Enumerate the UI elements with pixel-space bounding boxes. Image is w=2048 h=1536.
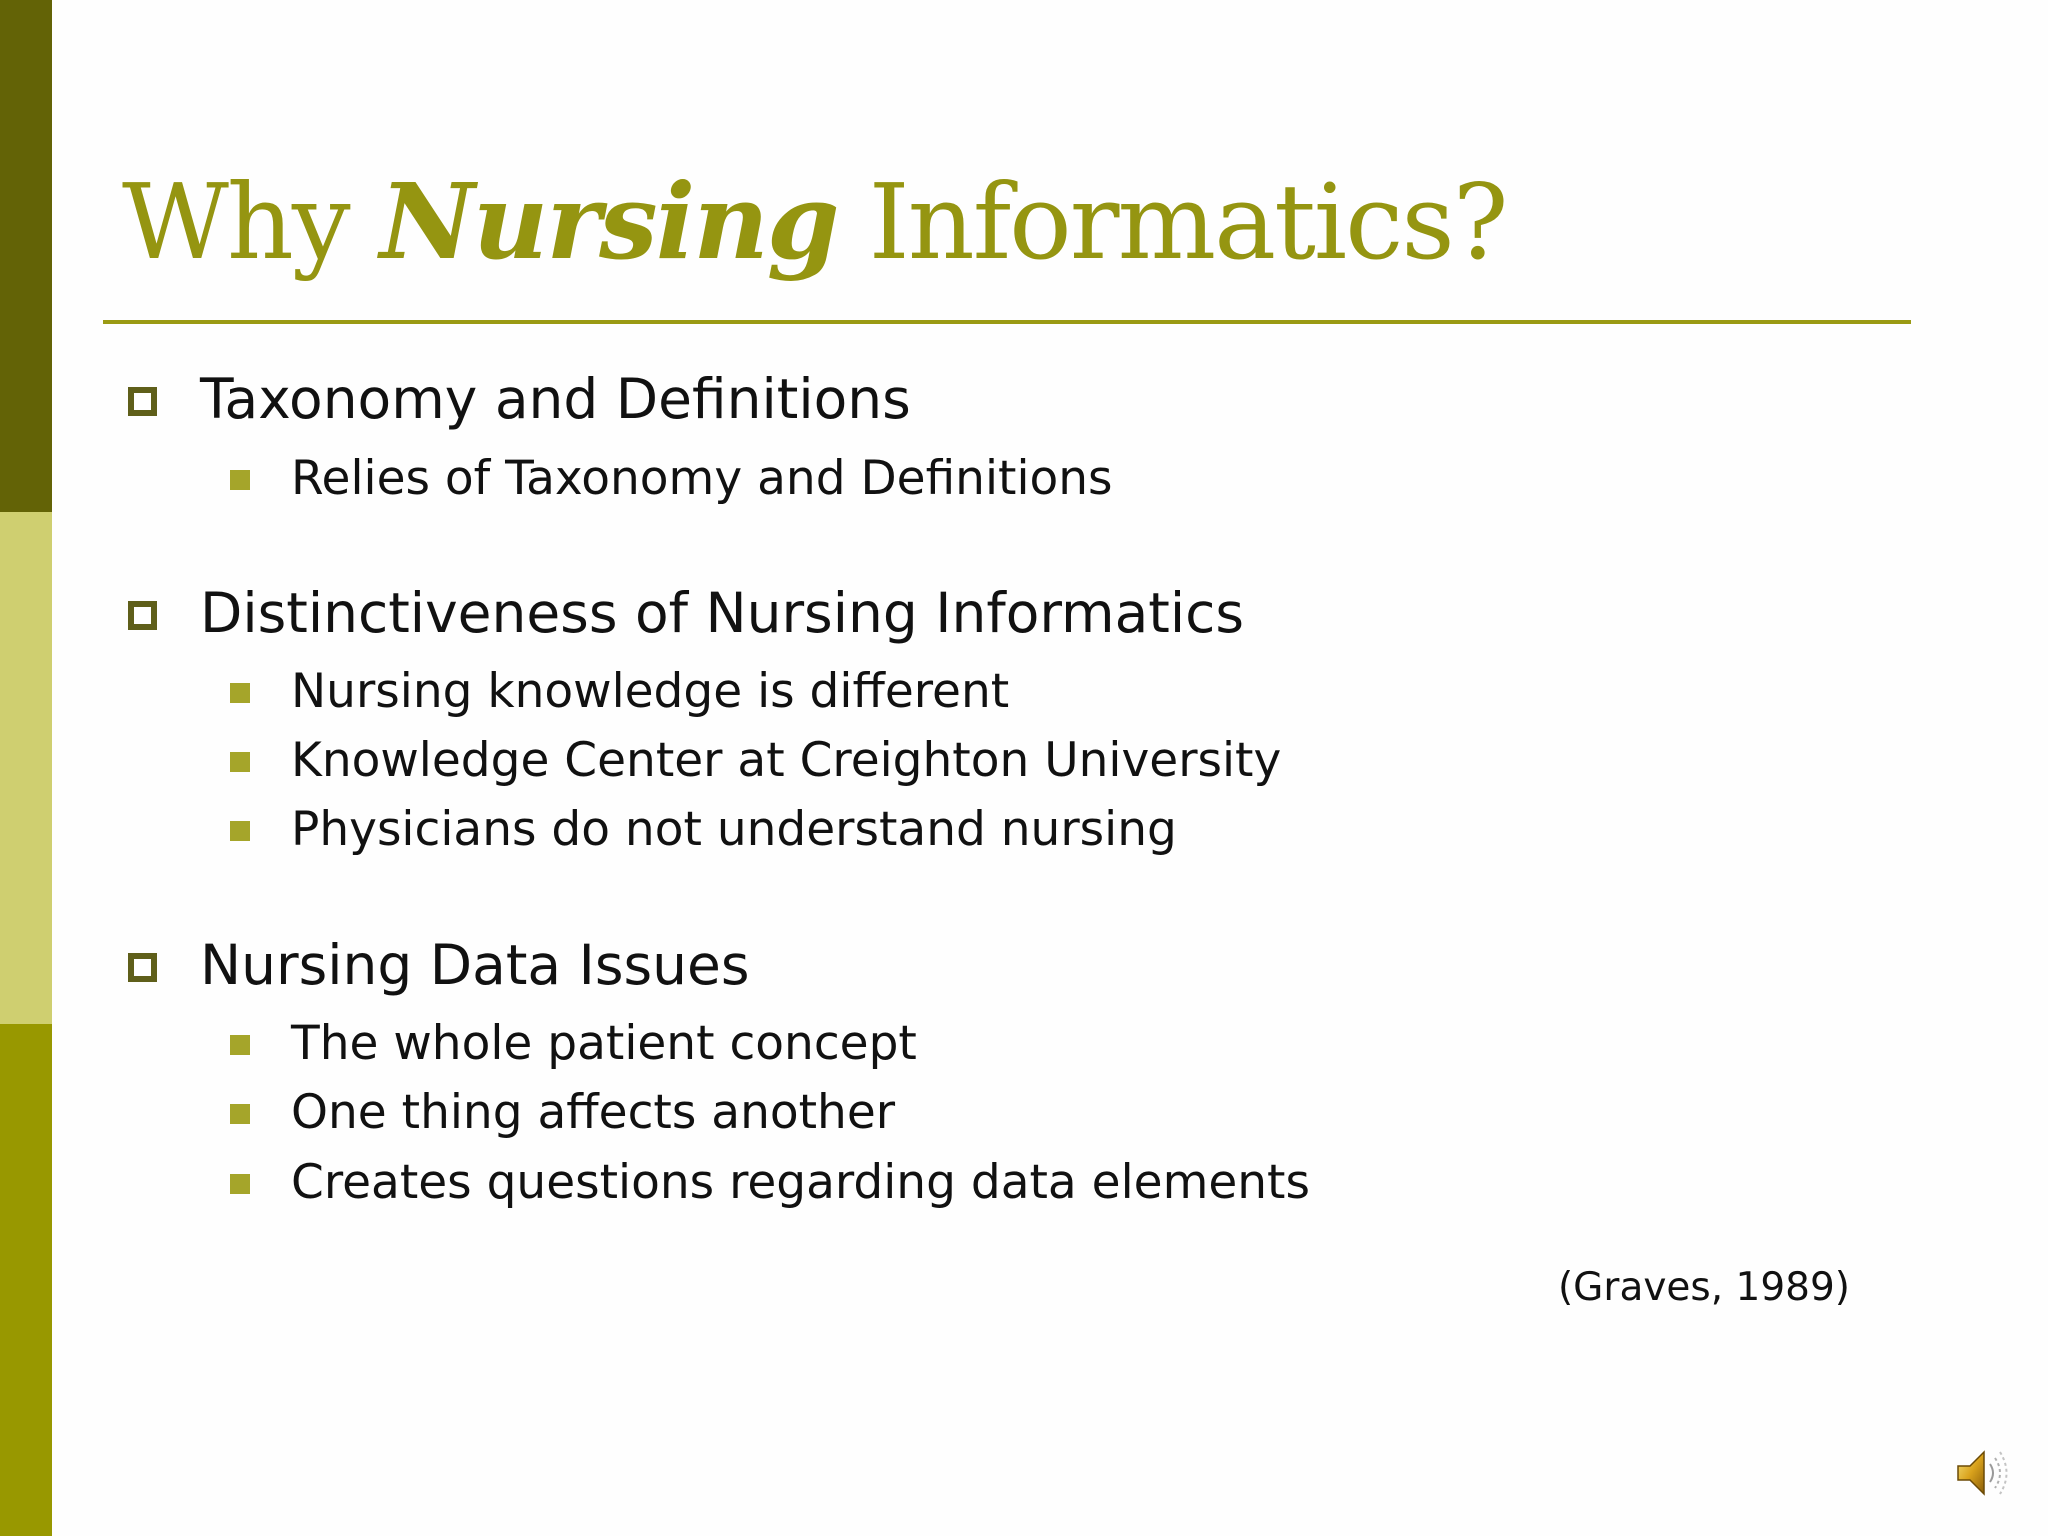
hollow-square-bullet-icon: [128, 953, 157, 982]
section-heading: Distinctiveness of Nursing Informatics: [200, 581, 1245, 645]
hollow-square-bullet-icon: [128, 601, 157, 630]
square-bullet-icon: [230, 1035, 250, 1055]
title-part-1: Why: [122, 161, 349, 283]
title-part-2: Nursing: [379, 160, 838, 283]
square-bullet-icon: [230, 752, 250, 772]
section-heading: Nursing Data Issues: [200, 933, 750, 997]
title-part-3: Informatics?: [868, 161, 1507, 283]
list-item: Knowledge Center at Creighton University: [291, 733, 1282, 788]
list-item: Creates questions regarding data elements: [291, 1155, 1310, 1210]
square-bullet-icon: [230, 1104, 250, 1124]
list-item: Nursing knowledge is different: [291, 664, 1010, 719]
list-item: One thing affects another: [291, 1085, 896, 1140]
square-bullet-icon: [230, 470, 250, 490]
section-heading: Taxonomy and Definitions: [200, 367, 911, 431]
square-bullet-icon: [230, 821, 250, 841]
list-item: The whole patient concept: [291, 1016, 917, 1071]
square-bullet-icon: [230, 1174, 250, 1194]
list-item: Physicians do not understand nursing: [291, 802, 1177, 857]
list-item: Relies of Taxonomy and Definitions: [291, 451, 1113, 506]
square-bullet-icon: [230, 683, 250, 703]
speaker-icon[interactable]: [1952, 1442, 2014, 1504]
hollow-square-bullet-icon: [128, 387, 157, 416]
citation: (Graves, 1989): [1557, 1265, 1850, 1310]
